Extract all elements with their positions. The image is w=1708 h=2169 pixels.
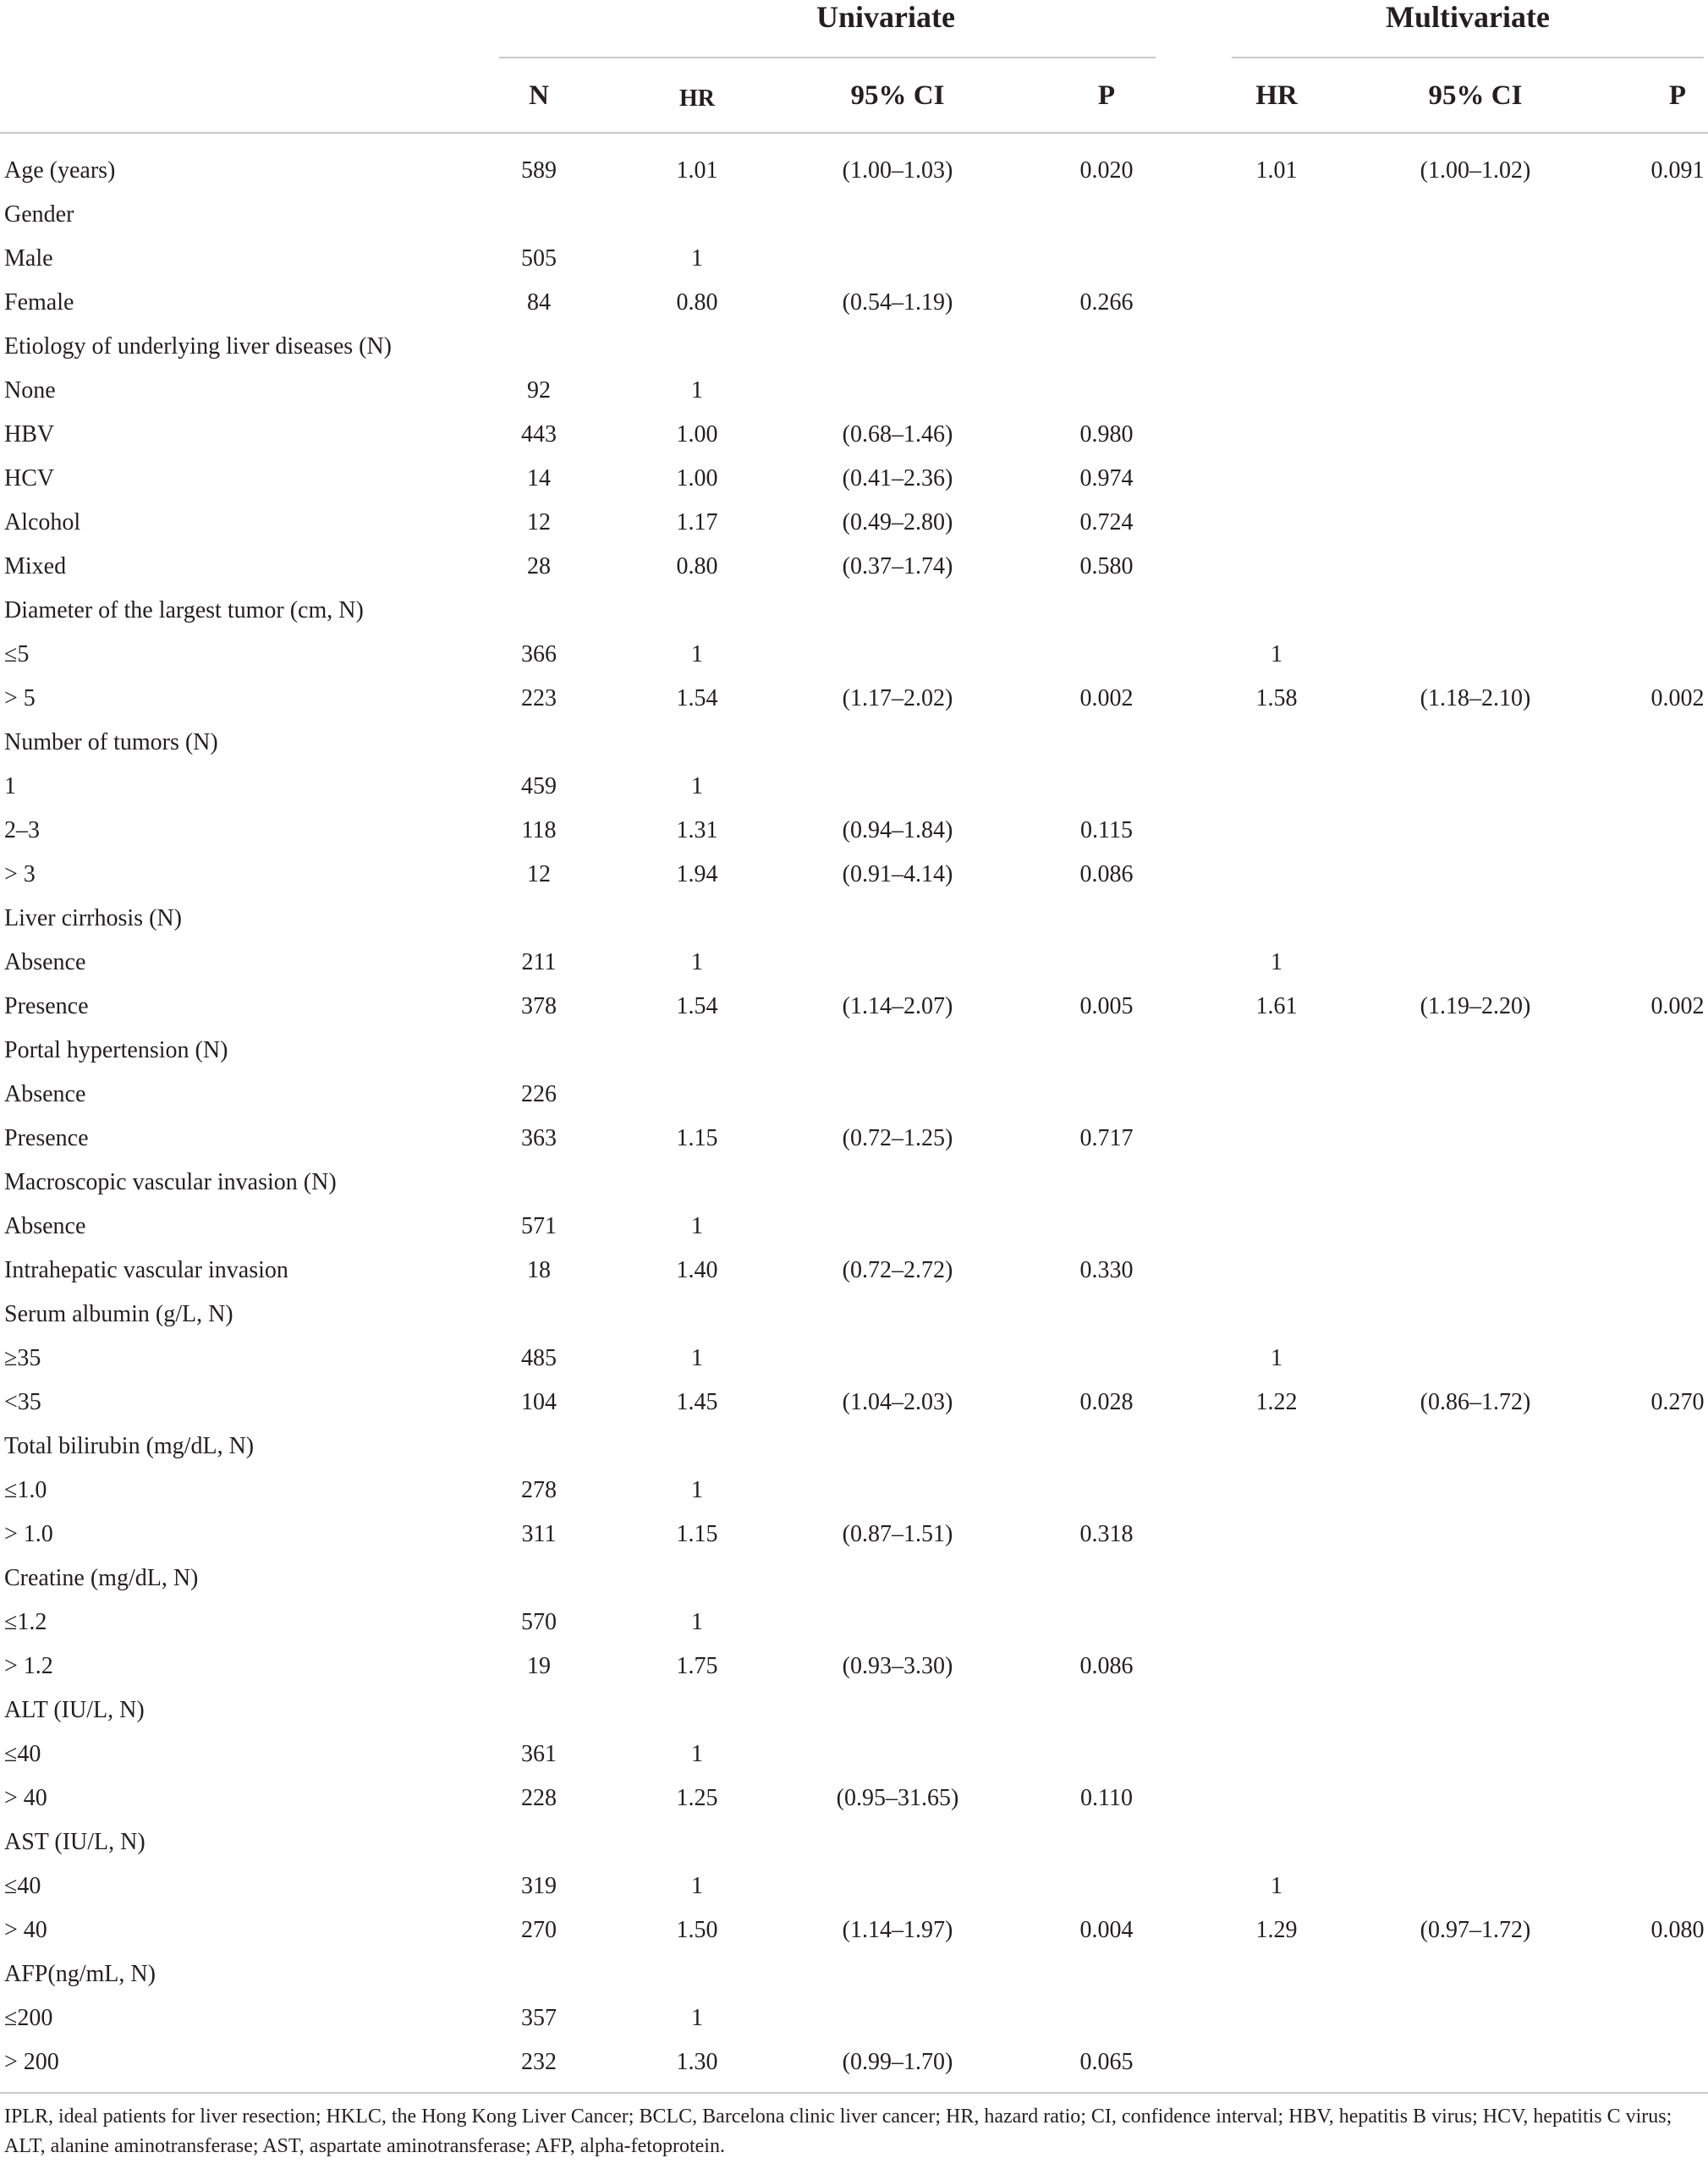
cell-ci-univariate: (0.91–4.14): [842, 861, 953, 887]
row-label: AFP(ng/mL, N): [4, 1961, 156, 1987]
row-label: Alcohol: [4, 509, 81, 535]
cell-p-univariate: 0.020: [1079, 157, 1134, 184]
cell-hr-univariate: 1.40: [676, 1257, 718, 1283]
row-label: <35: [4, 1389, 41, 1415]
cell-hr-univariate: 1: [691, 377, 703, 404]
cell-p-univariate: 0.974: [1079, 465, 1134, 491]
row-label: ≥35: [4, 1345, 41, 1371]
cell-p-univariate: 0.330: [1079, 1257, 1134, 1283]
cell-n: 228: [521, 1785, 557, 1811]
header-ci-multivariate: 95% CI: [1428, 80, 1523, 111]
cell-n: 366: [521, 641, 557, 667]
cell-hr-univariate: 1: [691, 641, 703, 667]
cell-hr-multivariate: 1: [1271, 1345, 1282, 1371]
cell-n: 443: [521, 421, 557, 448]
cell-n: 18: [527, 1257, 551, 1283]
cell-p-univariate: 0.580: [1079, 553, 1134, 579]
cell-n: 232: [521, 2049, 557, 2075]
cell-p-univariate: 0.266: [1079, 289, 1134, 316]
row-label: AST (IU/L, N): [4, 1829, 146, 1855]
footer-rule: [0, 2092, 1708, 2094]
cell-n: 319: [521, 1873, 557, 1899]
cell-hr-univariate: 0.80: [676, 289, 718, 316]
row-label: Total bilirubin (mg/dL, N): [4, 1433, 255, 1459]
cell-p-multivariate: 0.002: [1650, 685, 1705, 711]
cell-ci-univariate: (0.68–1.46): [842, 421, 953, 448]
cell-hr-multivariate: 1.22: [1255, 1389, 1298, 1415]
cell-ci-univariate: (1.17–2.02): [842, 685, 953, 711]
cell-p-univariate: 0.004: [1079, 1917, 1134, 1943]
cell-hr-univariate: 1: [691, 1477, 703, 1503]
cell-hr-univariate: 1: [691, 1345, 703, 1371]
cell-n: 363: [521, 1125, 557, 1151]
cell-hr-univariate: 1.01: [676, 157, 718, 184]
cell-ci-univariate: (1.04–2.03): [842, 1389, 953, 1415]
cell-hr-univariate: 1.30: [676, 2049, 718, 2075]
cell-p-univariate: 0.005: [1079, 993, 1134, 1019]
cell-hr-univariate: 1.75: [676, 1653, 718, 1679]
cell-hr-univariate: 1.31: [676, 817, 718, 843]
cell-p-multivariate: 0.002: [1650, 993, 1705, 1019]
cell-hr-multivariate: 1: [1271, 641, 1282, 667]
row-label: Number of tumors (N): [4, 729, 218, 755]
cell-ci-univariate: (0.99–1.70): [842, 2049, 953, 2075]
cell-n: 571: [521, 1213, 557, 1239]
cell-p-univariate: 0.115: [1080, 817, 1133, 843]
row-label: Female: [4, 289, 74, 316]
cell-p-univariate: 0.028: [1079, 1389, 1134, 1415]
cell-n: 361: [521, 1741, 557, 1767]
cell-n: 118: [521, 817, 557, 843]
header-hr-univariate: HR: [679, 85, 715, 112]
cell-hr-univariate: 1.50: [676, 1917, 718, 1943]
cell-hr-univariate: 1: [691, 773, 703, 799]
cell-p-univariate: 0.318: [1079, 1521, 1134, 1547]
cell-hr-multivariate: 1.61: [1255, 993, 1298, 1019]
row-label: Absence: [4, 949, 86, 975]
row-label: Portal hypertension (N): [4, 1037, 228, 1063]
group-header-univariate: Univariate: [816, 0, 955, 34]
cell-n: 12: [527, 861, 551, 887]
cell-ci-multivariate: (1.00–1.02): [1420, 157, 1531, 184]
cell-p-univariate: 0.086: [1079, 1653, 1134, 1679]
row-label: Macroscopic vascular invasion (N): [4, 1169, 337, 1195]
cell-n: 19: [527, 1653, 551, 1679]
cell-p-multivariate: 0.080: [1650, 1917, 1705, 1943]
row-label: Intrahepatic vascular invasion: [4, 1257, 288, 1283]
cell-n: 589: [521, 157, 557, 184]
header-n: N: [529, 80, 549, 111]
cell-n: 311: [521, 1521, 557, 1547]
cell-hr-multivariate: 1.01: [1255, 157, 1298, 184]
cell-hr-univariate: 1: [691, 245, 703, 272]
header-ci-univariate: 95% CI: [850, 80, 945, 111]
cell-p-univariate: 0.065: [1079, 2049, 1134, 2075]
cell-hr-univariate: 1.15: [676, 1125, 718, 1151]
row-label: > 1.0: [4, 1521, 53, 1547]
row-label: ≤1.0: [4, 1477, 47, 1503]
cell-hr-multivariate: 1.29: [1255, 1917, 1298, 1943]
row-label: > 1.2: [4, 1653, 53, 1679]
row-label: ≤5: [4, 641, 30, 667]
row-label: Liver cirrhosis (N): [4, 905, 182, 931]
row-label: > 5: [4, 685, 36, 711]
cell-ci-univariate: (0.72–1.25): [842, 1125, 953, 1151]
header-p-multivariate: P: [1668, 80, 1687, 111]
cell-p-univariate: 0.980: [1079, 421, 1134, 448]
row-label: Absence: [4, 1081, 86, 1107]
cell-hr-univariate: 1.25: [676, 1785, 718, 1811]
row-label: Presence: [4, 993, 89, 1019]
cell-p-univariate: 0.002: [1079, 685, 1134, 711]
cell-n: 459: [521, 773, 557, 799]
cell-n: 278: [521, 1477, 557, 1503]
cell-n: 104: [521, 1389, 557, 1415]
cell-n: 357: [521, 2005, 557, 2031]
row-label: > 3: [4, 861, 36, 887]
cell-hr-univariate: 1: [691, 949, 703, 975]
cell-ci-univariate: (0.49–2.80): [842, 509, 953, 535]
table-footnote: IPLR, ideal patients for liver resection; HKLC, the Hong Kong Liver Cancer; BCLC, Barcelona clinic liver cancer; HR, hazard ratio; CI, confidence interval; HBV, hepatitis B virus; HCV, hepatitis C virus; ALT, alanine aminotransferase; AST, aspartate aminotransferase; AFP, alpha-fetoprotein.: [4, 2106, 1672, 2157]
cell-ci-multivariate: (1.19–2.20): [1420, 993, 1531, 1019]
row-label: Male: [4, 245, 53, 272]
group-header-multivariate: Multivariate: [1386, 0, 1550, 34]
row-label: 1: [4, 773, 16, 799]
cell-n: 505: [521, 245, 557, 272]
row-label: HCV: [4, 465, 55, 491]
cell-n: 270: [521, 1917, 557, 1943]
cell-hr-univariate: 1.00: [676, 465, 718, 491]
row-label: Age (years): [4, 157, 116, 184]
cell-n: 226: [521, 1081, 557, 1107]
cell-ci-univariate: (0.94–1.84): [842, 817, 953, 843]
cell-n: 28: [527, 553, 551, 579]
cell-p-univariate: 0.110: [1080, 1785, 1133, 1811]
row-label: ≤40: [4, 1873, 41, 1899]
univariate-underline: [499, 57, 1156, 58]
cell-n: 485: [521, 1345, 557, 1371]
cell-ci-univariate: (0.72–2.72): [842, 1257, 953, 1283]
row-label: Gender: [4, 201, 74, 228]
cell-n: 378: [521, 993, 557, 1019]
cell-ci-univariate: (1.14–2.07): [842, 993, 953, 1019]
cell-ci-univariate: (1.00–1.03): [842, 157, 953, 184]
row-label: HBV: [4, 421, 55, 448]
cell-n: 92: [527, 377, 551, 404]
cell-ci-univariate: (0.95–31.65): [836, 1785, 959, 1811]
row-label: Serum albumin (g/L, N): [4, 1301, 233, 1327]
cell-ci-multivariate: (1.18–2.10): [1420, 685, 1531, 711]
cell-hr-univariate: 1.45: [676, 1389, 718, 1415]
cell-hr-univariate: 1: [691, 1609, 703, 1635]
cell-hr-univariate: 1: [691, 1741, 703, 1767]
cell-hr-univariate: 1.94: [676, 861, 718, 887]
row-label: ALT (IU/L, N): [4, 1697, 145, 1723]
header-hr-multivariate: HR: [1255, 80, 1298, 111]
cell-n: 570: [521, 1609, 557, 1635]
cell-hr-univariate: 1.17: [676, 509, 718, 535]
row-label: ≤200: [4, 2005, 53, 2031]
cell-ci-univariate: (0.93–3.30): [842, 1653, 953, 1679]
cell-hr-univariate: 1.54: [676, 993, 718, 1019]
cell-hr-multivariate: 1: [1271, 1873, 1282, 1899]
row-label: Absence: [4, 1213, 86, 1239]
cell-p-univariate: 0.717: [1079, 1125, 1134, 1151]
row-label: 2–3: [4, 817, 40, 843]
cell-ci-univariate: (0.87–1.51): [842, 1521, 953, 1547]
row-label: > 40: [4, 1917, 47, 1943]
header-p-univariate: P: [1097, 80, 1116, 111]
header-rule: [0, 132, 1708, 134]
cell-n: 14: [527, 465, 551, 491]
row-label: Creatine (mg/dL, N): [4, 1565, 199, 1591]
cell-ci-multivariate: (0.97–1.72): [1420, 1917, 1531, 1943]
row-label: Mixed: [4, 553, 67, 579]
cell-hr-multivariate: 1: [1271, 949, 1282, 975]
row-label: Diameter of the largest tumor (cm, N): [4, 597, 364, 623]
cell-ci-univariate: (0.41–2.36): [842, 465, 953, 491]
row-label: Presence: [4, 1125, 89, 1151]
row-label: Etiology of underlying liver diseases (N): [4, 333, 393, 360]
cell-ci-multivariate: (0.86–1.72): [1420, 1389, 1531, 1415]
cell-p-univariate: 0.086: [1079, 861, 1134, 887]
cell-p-univariate: 0.724: [1079, 509, 1134, 535]
cell-hr-univariate: 1: [691, 2005, 703, 2031]
cell-hr-multivariate: 1.58: [1255, 685, 1298, 711]
cell-ci-univariate: (0.54–1.19): [842, 289, 953, 316]
row-label: > 200: [4, 2049, 59, 2075]
cell-hr-univariate: 1: [691, 1873, 703, 1899]
cell-hr-univariate: 1.00: [676, 421, 718, 448]
cell-ci-univariate: (0.37–1.74): [842, 553, 953, 579]
cell-hr-univariate: 1.54: [676, 685, 718, 711]
cell-n: 211: [521, 949, 557, 975]
cell-p-multivariate: 0.091: [1650, 157, 1705, 184]
cell-n: 12: [527, 509, 551, 535]
cell-n: 223: [521, 685, 557, 711]
cell-hr-univariate: 1.15: [676, 1521, 718, 1547]
row-label: ≤40: [4, 1741, 41, 1767]
cell-n: 84: [527, 289, 551, 316]
cell-hr-univariate: 1: [691, 1213, 703, 1239]
row-label: ≤1.2: [4, 1609, 47, 1635]
row-label: None: [4, 377, 56, 404]
cell-ci-univariate: (1.14–1.97): [842, 1917, 953, 1943]
cell-p-multivariate: 0.270: [1650, 1389, 1705, 1415]
row-label: > 40: [4, 1785, 47, 1811]
cell-hr-univariate: 0.80: [676, 553, 718, 579]
multivariate-underline: [1232, 57, 1704, 58]
